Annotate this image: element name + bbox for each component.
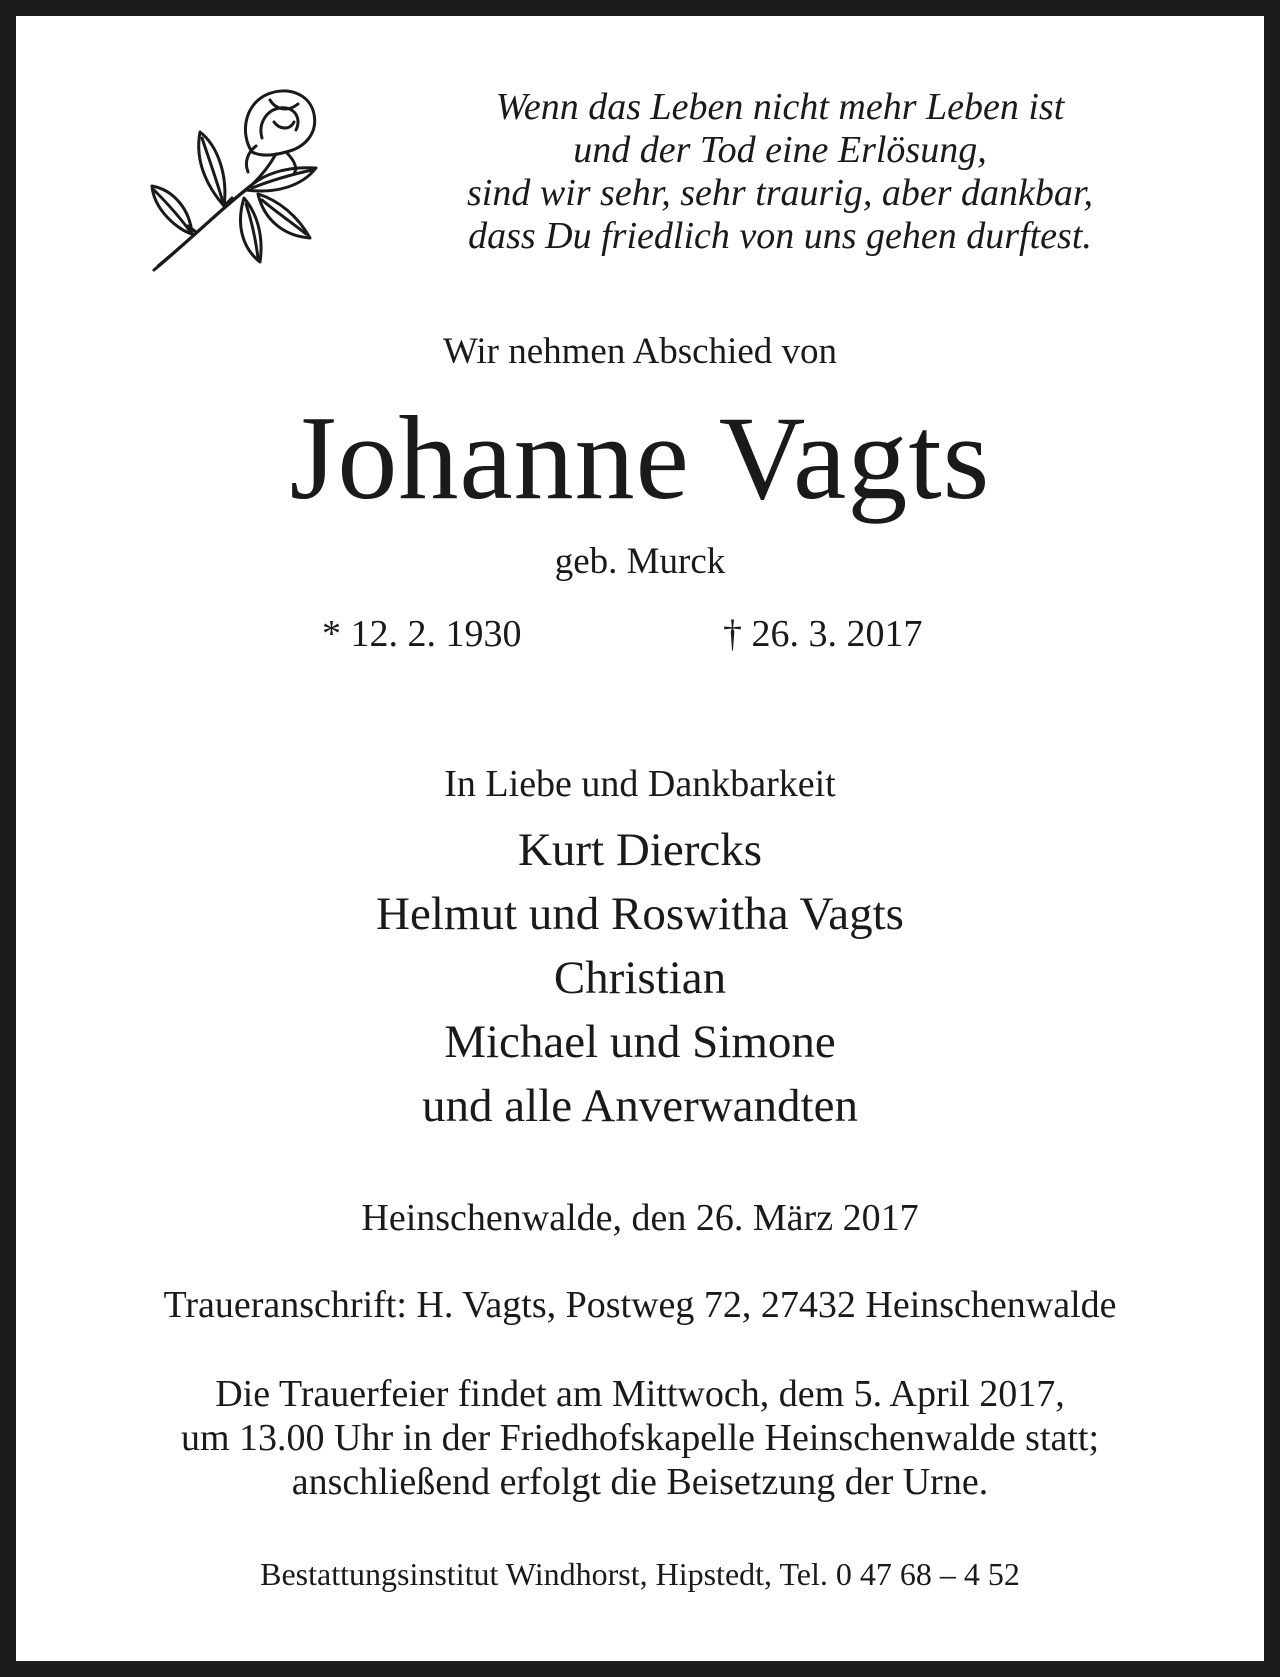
mourner-name: Christian xyxy=(553,952,727,1004)
mourner-name: Kurt Diercks xyxy=(517,824,763,876)
farewell-intro: Wir nehmen Abschied von xyxy=(442,331,838,372)
undertaker-info: Bestattungsinstitut Windhorst, Hipstedt, Tel. 0 47 68 – 4 52 xyxy=(260,1556,1020,1592)
mourner-name: Michael und Simone xyxy=(444,1016,836,1068)
service-info xyxy=(0,1372,1280,1504)
verse-line: dass Du friedlich von uns gehen durftest. xyxy=(468,215,1092,257)
death-date: † 26. 3. 2017 xyxy=(723,613,923,655)
verse-line: sind wir sehr, sehr traurig, aber dankbar, xyxy=(467,172,1093,214)
rose-icon xyxy=(148,82,328,274)
birth-date: * 12. 2. 1930 xyxy=(322,613,522,655)
deceased-name: Johanne Vagts xyxy=(289,391,991,524)
mourner-name: und alle Anverwandten xyxy=(422,1080,858,1132)
mourners-intro: In Liebe und Dankbarkeit xyxy=(444,763,836,805)
verse-line: Wenn das Leben nicht mehr Leben ist xyxy=(495,86,1065,128)
place-and-date: Heinschenwalde, den 26. März 2017 xyxy=(361,1197,919,1239)
mourners-list xyxy=(0,818,1280,1138)
maiden-name: geb. Murck xyxy=(554,541,726,582)
service-line: Die Trauerfeier findet am Mittwoch, dem 5. April 2017, xyxy=(215,1373,1065,1415)
verse xyxy=(360,86,1200,258)
verse-line: und der Tod eine Erlösung, xyxy=(573,129,987,171)
mourning-address: Traueranschrift: H. Vagts, Postweg 72, 27432 Heinschenwalde xyxy=(163,1284,1117,1326)
service-line: um 13.00 Uhr in der Friedhofskapelle Heinschenwalde statt; xyxy=(180,1417,1100,1459)
mourner-name: Helmut und Roswitha Vagts xyxy=(376,888,904,940)
service-line: anschließend erfolgt die Beisetzung der Urne. xyxy=(291,1461,989,1503)
